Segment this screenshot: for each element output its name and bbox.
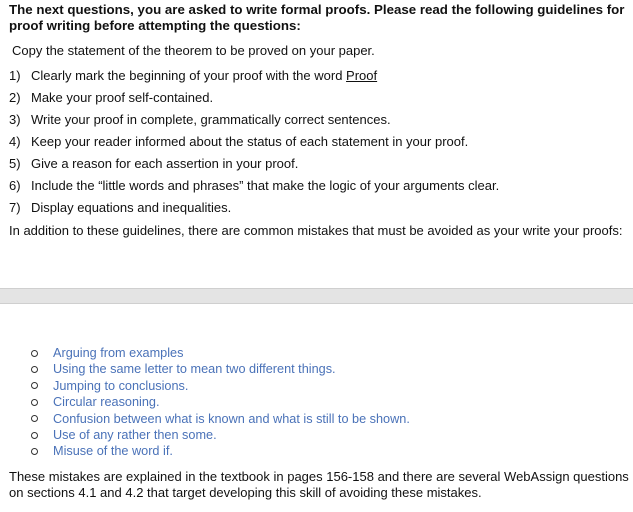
circle-bullet-icon [31, 350, 38, 357]
circle-bullet-icon [31, 415, 38, 422]
guideline-4 [9, 134, 468, 149]
list-item [30, 443, 410, 459]
guideline-number: 3) [9, 112, 21, 127]
list-item [30, 361, 410, 377]
guideline-number: 6) [9, 178, 21, 193]
guideline-text: Write your proof in complete, grammatically correct sentences. [31, 112, 391, 127]
mistake-text: Use of any rather then some. [53, 427, 217, 442]
mistake-text: Arguing from examples [53, 346, 184, 360]
guideline-text: Include the “little words and phrases” that make the logic of your arguments clear. [31, 178, 500, 193]
guideline-number: 2) [9, 90, 21, 105]
circle-bullet-icon [31, 366, 38, 373]
addition-paragraph: In addition to these guidelines, there are common mistakes that must be avoided as your write your proofs: [9, 223, 623, 238]
list-item [30, 378, 410, 394]
circle-bullet-icon [31, 382, 38, 389]
mistake-text: Using the same letter to mean two different things. [53, 362, 336, 377]
guideline-text: Clearly mark the beginning of your proof with the word [31, 68, 347, 83]
guideline-text: Give a reason for each assertion in your proof. [31, 156, 299, 171]
list-item [30, 394, 410, 410]
intro-heading: The next questions, you are asked to write formal proofs. Please read the following guidelines for proof writing before attempting the questions: [9, 2, 625, 33]
mistake-text: Jumping to conclusions. [53, 378, 189, 393]
guideline-number: 4) [9, 134, 21, 149]
guideline-number: 1) [9, 68, 21, 83]
guideline-5 [9, 156, 298, 171]
list-item [30, 411, 410, 427]
divider-bar [0, 288, 633, 304]
guideline-1 [9, 68, 377, 83]
mistakes-list [30, 345, 410, 460]
mistake-text: Circular reasoning. [53, 395, 160, 410]
circle-bullet-icon [31, 432, 38, 439]
circle-bullet-icon [31, 399, 38, 406]
list-item [30, 345, 410, 361]
guideline-text: Display equations and inequalities. [31, 200, 232, 215]
guideline-2 [9, 90, 213, 105]
guideline-number: 7) [9, 200, 21, 215]
guideline-text: Make your proof self-contained. [31, 90, 214, 105]
closing-paragraph: These mistakes are explained in the textbook in pages 156-158 and there are several WebAssign questions on sections 4.1 and 4.2 that target developing this skill of avoiding these mistakes. [9, 469, 629, 500]
guideline-text: Keep your reader informed about the status of each statement in your proof. [31, 134, 469, 149]
circle-bullet-icon [31, 448, 38, 455]
mistake-text: Misuse of the word if. [53, 444, 173, 459]
list-item [30, 427, 410, 443]
guideline-7 [9, 200, 231, 215]
guideline-number: 5) [9, 156, 21, 171]
guideline-6 [9, 178, 499, 193]
proof-word: Proof [346, 68, 378, 83]
mistake-text: Confusion between what is known and what is still to be shown. [53, 411, 410, 426]
copy-statement: Copy the statement of the theorem to be proved on your paper. [12, 43, 375, 58]
guideline-3 [9, 112, 391, 127]
